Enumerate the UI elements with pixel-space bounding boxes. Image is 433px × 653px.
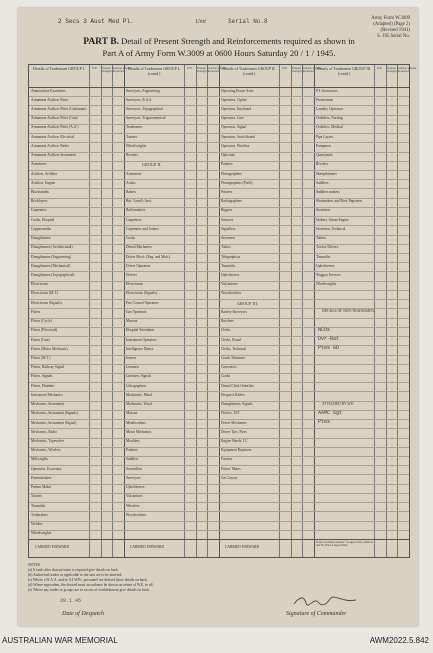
trade-row: Stokers, Steam Engine xyxy=(316,217,349,222)
trade-row: Saddlers xyxy=(316,180,329,185)
trade-row: Storemen xyxy=(221,236,235,241)
trade-row: Draughtsmen (Engineering) xyxy=(31,254,72,259)
trade-row: Sawmillers xyxy=(126,466,143,471)
trade-row: Fitters (Gun) xyxy=(31,337,50,342)
trade-row: Fitters (Electrical) xyxy=(31,328,58,333)
trade-row: Waggon Erectors xyxy=(316,272,341,277)
notes-label: NOTES. xyxy=(28,563,41,567)
trade-row: Motor Mechanics xyxy=(126,429,152,434)
strength-table xyxy=(28,64,417,558)
subcolumn-head: Present Strength xyxy=(291,66,302,74)
trade-row: Surveyors, Engineering xyxy=(126,88,160,93)
trade-row: Millwrights xyxy=(31,457,48,462)
trade-row: Quarrymen xyxy=(316,153,333,158)
trade-row: Mechanics, Typewriter xyxy=(31,439,65,444)
trade-row: Welders xyxy=(31,522,43,527)
trade-row: Photographers (Field) xyxy=(221,180,253,185)
trade-row: Draughtsmen xyxy=(31,236,51,241)
note-line: (a) If tank other than privates is required give details on back. xyxy=(28,567,119,572)
trade-row: Fitters xyxy=(31,309,41,314)
note-line: (b) Authorised trades as applicable to the unit are to be inserted. xyxy=(28,572,123,577)
trade-row: Artificer, Artillery xyxy=(31,171,58,176)
trade-row: Operators, Wireless xyxy=(221,143,250,148)
trade-row: Machinists, Metal xyxy=(126,392,152,397)
trade-row: Lithographers xyxy=(126,383,147,388)
trade-row: Ammunition Examiners xyxy=(31,88,66,93)
archive-reference: AWM2022.5.842 xyxy=(369,636,429,645)
trade-row: Photographers xyxy=(221,171,242,176)
commander-signature xyxy=(290,594,360,608)
trade-row: Operators, Signal xyxy=(221,125,247,130)
trade-row: Surveyors, Trigonometrical xyxy=(126,116,166,121)
group-heading: GROUP II. xyxy=(142,162,162,168)
trade-row: Dental Mechanics xyxy=(126,245,153,250)
trade-row: Driver Mechanics xyxy=(221,420,247,425)
trade-row: Riggers xyxy=(221,208,233,213)
trade-row: Woodworkers xyxy=(221,291,242,296)
trade-row: Armament Artificer Fitter (Craftsman) xyxy=(31,106,87,111)
trade-row: Operators, Line xyxy=(221,116,244,121)
trade-row: Fitters, Railway Signal xyxy=(31,365,65,370)
trade-row: Fitters (Motor Mechanic) xyxy=(31,346,68,351)
trade-row: Upholsterers xyxy=(316,263,335,268)
subcolumn-head: Reinforcements Required xyxy=(302,66,322,74)
trade-row: Concreters xyxy=(221,365,237,370)
trade-row: Tailors xyxy=(221,245,231,250)
trade-row: Carpenters xyxy=(126,217,142,222)
form-line: S. 195 Serial No. xyxy=(377,33,410,39)
trade-row: Despatch Riders xyxy=(221,392,245,397)
trade-row: Carpenters and Joiners xyxy=(126,226,159,231)
trade-row: Sawyers xyxy=(221,217,234,222)
trade-row: Fitters (M.T.) xyxy=(31,356,51,360)
trade-row: Mechanics, Radio xyxy=(31,429,57,434)
trade-row: Hospital Attendants xyxy=(126,328,155,333)
trade-row: Tailors xyxy=(316,236,326,241)
trade-row: Operators, Excavator xyxy=(31,466,62,471)
trade-row: Moulders xyxy=(126,439,140,444)
trade-row: Orderlies, Nursing xyxy=(316,116,343,121)
trade-row: Surveyors, R.A.S. xyxy=(126,97,153,102)
trade-row: Linemen, Signals xyxy=(126,374,152,379)
trade-row: Fitters' Mates xyxy=(221,466,241,471)
trade-row: Vulcanisers xyxy=(126,494,143,499)
trade-row: Mechanics, Instrument (Signals) xyxy=(31,411,78,416)
trade-row: Artificer, Engine xyxy=(31,180,56,185)
trade-row: Battery Surveyors xyxy=(221,309,248,314)
trade-row: Painters xyxy=(126,448,138,453)
trade-row: Gas Operators xyxy=(126,309,147,314)
trade-row: Saddlers xyxy=(126,457,139,462)
trade-row: Mechanics, Instrument xyxy=(31,402,64,407)
trade-row: Radiographers xyxy=(221,199,242,204)
trade-row: Driver Mech. (Eng. and Mob.) xyxy=(126,254,171,259)
trade-row: Draughtsmen (Mechanical) xyxy=(31,263,71,268)
trade-row: Armourers xyxy=(31,162,47,167)
despatch-date-typed: 20.1.45 xyxy=(60,598,82,604)
trade-row: Armourers xyxy=(126,171,142,176)
carried-forward: CARRIED FORWARD xyxy=(130,545,165,549)
trade-row: Riveters xyxy=(316,162,328,167)
trade-row: Electricians xyxy=(31,282,48,287)
trade-row: Operators, Cipher xyxy=(221,97,247,102)
trade-row: Artists xyxy=(126,180,136,185)
trade-row: Armament Artificer Electrical xyxy=(31,134,75,139)
trade-row: Instrument Operators xyxy=(126,337,157,342)
notes-block xyxy=(28,563,408,593)
subcolumn-head: W.E. xyxy=(376,66,383,70)
title-prefix: PART B. xyxy=(83,37,119,47)
subcolumn-head: Reinforcements Required xyxy=(112,66,132,74)
trade-row: Clerks xyxy=(221,328,231,333)
subcolumn-head: Present Strength xyxy=(196,66,207,74)
trade-row: Tinsmiths xyxy=(221,263,236,268)
form-sheet xyxy=(18,8,418,626)
trade-row: Turners xyxy=(31,494,43,499)
trade-row: Linemen xyxy=(126,365,139,370)
trade-row: Mechanics, Instrument (Signal) xyxy=(31,420,77,425)
trade-row: Joiners xyxy=(126,356,137,360)
trade-row: Upholsterers xyxy=(221,272,240,277)
trade-row: Electricians (M.T.) xyxy=(31,291,59,296)
trade-row: Drivers xyxy=(126,272,137,277)
part-b-title xyxy=(42,36,396,60)
trade-row: Carpenters xyxy=(31,208,47,213)
trade-row: Equipment Repairers xyxy=(221,448,252,453)
title-line-2: Part A of Army Form W.3009 at 0600 Hours Saturday 20 / 1 / 1945. xyxy=(102,48,336,59)
trade-row: Driver Operators xyxy=(126,263,151,268)
trade-row: Pioneermen xyxy=(316,97,334,102)
trade-row: Instrument Mechanics xyxy=(31,392,64,397)
trade-row: Fitters, Plumber xyxy=(31,383,55,388)
unit-typed: 2 Secs 3 Aust Med Pl. xyxy=(58,18,134,25)
trade-row: Patternmakers xyxy=(31,475,52,480)
trade-row: Draughtsmen (Architectural) xyxy=(31,245,73,250)
trade-row: Mechanics, Wireless xyxy=(31,448,61,453)
trade-row: Tinsmiths xyxy=(31,503,46,508)
trade-row: Bricklayers xyxy=(31,199,48,204)
trade-row: Shoemakers and Boot Repairers xyxy=(316,199,363,204)
column-head: Details of Tradesmen GROUP I. xyxy=(33,66,85,71)
subcolumn-head: Reinforcements Required xyxy=(397,66,417,74)
trade-row: Electricians xyxy=(126,282,143,287)
trade-row: Masons xyxy=(126,319,138,324)
trade-row: Wheelwrights xyxy=(126,143,147,148)
trade-row: Bat. Comd's Asst. xyxy=(126,199,152,204)
form-line: (Revised 1941) xyxy=(380,27,410,33)
date-of-despatch-label: Date of Despatch xyxy=(62,611,104,617)
trade-row: Upholsterers xyxy=(126,485,145,490)
trade-row: Machinists, Wood xyxy=(126,402,152,407)
trade-row: Gas Layers xyxy=(221,475,238,480)
archive-caption: AUSTRALIAN WAR MEMORIAL xyxy=(2,636,118,645)
note-line: (c) Where a W.A.A. and/or A.I.W.Ps. personnel are desired show details on back. xyxy=(28,577,148,582)
trade-row: Boilermakers xyxy=(126,208,146,213)
trade-row: Orderlies, Medical xyxy=(316,125,343,130)
trade-row: Wheelers xyxy=(126,503,140,508)
trade-row: Opticians xyxy=(221,153,235,158)
subcolumn-head: W.E. xyxy=(281,66,288,70)
trade-row: Laundry Operators xyxy=(316,106,344,111)
typed-entry: Ptes GD xyxy=(318,345,340,352)
trade-row: Farriers xyxy=(221,457,233,462)
trade-row: Engine Hands, I.C. xyxy=(221,439,249,444)
signature-of-commander-label: Signature of Commander xyxy=(286,611,347,617)
trade-row: Surveyors xyxy=(126,475,141,480)
trade-row: Bakers xyxy=(126,189,136,194)
trade-row: Saddlers makers xyxy=(316,189,340,194)
trade-row: Fire Control Operators xyxy=(126,300,159,305)
trade-row: Armament Artificer Instrument xyxy=(31,153,76,158)
unit-label: Unit xyxy=(195,19,206,25)
column-head: Details of Tradesmen GROUP II. (contd.) xyxy=(222,66,276,76)
attached-heading: ATTACHED BY W.E. xyxy=(322,401,355,406)
details-heading: DETAILS OF NON-TRADESMEN xyxy=(322,309,375,314)
attached-entry: AAMC Sgt xyxy=(318,409,343,416)
trade-row: Tractor Drivers xyxy=(316,245,339,250)
trade-row: Surveyors, Topographical xyxy=(126,106,164,111)
title-line-1: Detail of Present Strength and Reinforcements required as shown in xyxy=(121,36,355,46)
column-head: Details of Tradesmen GROUP III. (contd.) xyxy=(316,66,372,76)
trade-row: Drivers, M.T. xyxy=(221,411,241,416)
trade-row: Operators, Keyboard xyxy=(221,106,252,111)
note-line: (d) Where equivalent, the desired must accordance be shown on return of W.E. to all. xyxy=(28,582,154,587)
trade-row: Cooks, Hospital xyxy=(31,217,55,222)
trade-row: Tradesmen xyxy=(126,125,142,130)
subcolumn-head: W.E. xyxy=(186,66,193,70)
trade-row: Pipe Layers xyxy=(316,134,334,139)
trade-row: Printers xyxy=(221,189,233,194)
trade-row: Armament Artificer Fitter (Gun) xyxy=(31,116,78,121)
subcolumn-head: Reinforcements Required xyxy=(207,66,227,74)
trade-row: Turners xyxy=(126,134,138,139)
trade-row: Vulcanisers xyxy=(221,282,238,287)
trade-row: Metalworkers xyxy=(126,420,146,425)
trade-row: P.T. Instructors xyxy=(316,88,338,93)
footer-rule xyxy=(29,539,409,540)
group-heading: GROUP III. xyxy=(237,300,259,306)
trade-row: Driver Tpts. Fleet xyxy=(221,429,247,434)
trade-row: Storemen xyxy=(316,208,330,213)
trade-row: Tinsmiths xyxy=(316,254,331,259)
trade-row: Fitters (Cycle) xyxy=(31,319,52,324)
trade-row: Toolmakers xyxy=(31,512,48,517)
column-head: Details of Tradesmen GROUP I. (contd.) xyxy=(128,66,180,76)
trade-row: Wheelwrights xyxy=(31,531,52,536)
typed-entry: NCOs xyxy=(318,326,331,333)
note-line: (e) Where any trades or groups are in excess of establishment give details on back. xyxy=(28,587,150,592)
trade-row: Masons xyxy=(126,411,138,416)
trade-row: Storemen, Technical xyxy=(316,226,346,231)
trade-row: Sheepskinners xyxy=(316,171,337,176)
attached-entry: Ptes xyxy=(318,419,331,426)
carried-forward: CARRIED FORWARD xyxy=(225,545,260,549)
trade-row: Operating Room Assts. xyxy=(221,88,255,93)
trade-row: Painters xyxy=(221,162,233,167)
typed-entry: Dvr-Bat xyxy=(318,336,340,343)
trade-row: Telegraphists xyxy=(221,254,241,259)
trade-row: Armament Artificer Fitter xyxy=(31,97,69,102)
trade-row: Operators, Switchboard xyxy=(221,134,256,139)
carried-forward: CARRIED FORWARD xyxy=(35,545,70,549)
form-line: Army Form W.3009 xyxy=(371,16,410,21)
trade-row: Pumpmen xyxy=(316,143,331,148)
serial-typed: Serial No.8 xyxy=(228,18,268,25)
trade-row: Armament Artificer Radio xyxy=(31,143,69,148)
trade-row: Draughtsmen, Signals xyxy=(221,402,253,407)
trade-row: Fitters, Signals xyxy=(31,374,53,379)
trade-row: Armament Artificer Fitter (A.A.) xyxy=(31,125,79,130)
trade-row: Woodworkers xyxy=(126,512,147,517)
subcolumn-head: Present Strength xyxy=(101,66,112,74)
trade-row: Clerks, Technical xyxy=(221,346,247,351)
unit-line xyxy=(58,18,206,25)
trade-row: Signallers xyxy=(221,226,236,231)
trade-row: Riveters xyxy=(126,153,138,158)
form-line: (Adapted) (Page 2) xyxy=(373,21,410,27)
trade-row: Cooks xyxy=(126,236,136,241)
subcolumn-head: W.E. xyxy=(91,66,98,70)
trade-row: Clerks, Postal xyxy=(221,337,241,342)
trade-row: Draughtsmen (Topographical) xyxy=(31,272,75,277)
trade-row: Coppersmiths xyxy=(31,226,51,231)
trade-row: Cooks xyxy=(221,374,231,379)
total-note: Total of columns marked * to agree with column A and B of Part A respectively. xyxy=(316,541,373,548)
subcolumn-head: Present Strength xyxy=(386,66,397,74)
trade-row: Dental Clerk Orderlies xyxy=(221,383,254,388)
trade-row: Pattern Maker xyxy=(31,485,52,490)
trade-row: Electricians (Signals) xyxy=(31,300,62,305)
trade-row: Butchers xyxy=(221,319,234,324)
trade-row: Blacksmiths xyxy=(31,189,49,194)
trade-row: Intelligence Duties xyxy=(126,346,154,351)
trade-row: Coach Trimmers xyxy=(221,356,246,360)
trade-row: Wheelwrights xyxy=(316,282,337,287)
trade-row: Electricians (Signals) xyxy=(126,291,157,296)
